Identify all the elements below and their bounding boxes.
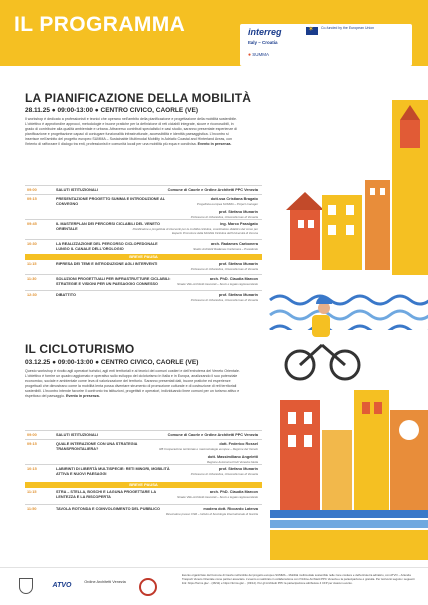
- agenda-row: [25, 290, 262, 304]
- row-title: LA REALIZZAZIONE DEL PERCORSO CICLOPEDONALE LUNGO IL CANALE DELL'OROLOGIO: [56, 242, 158, 251]
- agenda-row: [25, 185, 262, 194]
- row-time: 09:00: [27, 433, 37, 437]
- row-affiliation: Professore di Urbanistica, Università Iuav di Venezia: [190, 267, 258, 271]
- row-time: 11:50: [27, 507, 37, 511]
- header-bar: [0, 0, 428, 66]
- row-speaker: arch. Radames Carbonera: [210, 242, 258, 246]
- row-time: 10:15: [27, 467, 37, 471]
- section1-intro: [25, 117, 240, 148]
- row-time: 09:45: [27, 222, 37, 226]
- row-time: 11:30: [27, 277, 37, 281]
- row-speaker: prof. Stefano Munarin: [218, 293, 258, 297]
- row-time: 10:30: [27, 242, 37, 246]
- section2-date: 03.12.25: [25, 359, 51, 366]
- row-title: STRA – STELLA, BOSCHI E LAGUNA PROGETTARE LA LENTEZZA E LA RISCOPERTA: [56, 490, 156, 499]
- agenda-row: [25, 260, 262, 274]
- row-speaker: Comune di Caorle e Ordine Architetti PPC Venezia: [167, 433, 258, 437]
- row-speaker: prof. Stefano Munarin: [218, 467, 258, 471]
- row-affiliation: Professore di Urbanistica, Università Iuav di Venezia: [190, 215, 258, 219]
- section1-title: LA PIANIFICAZIONE DELLA MOBILITÀ: [25, 91, 252, 105]
- row-speaker: arch. PhD. Claudia Marcon: [209, 277, 258, 281]
- agenda-row: [25, 274, 262, 290]
- cyclist-illustration: [260, 296, 428, 379]
- section1-time: 09:00-13:00: [57, 107, 93, 114]
- architetti-logo: Ordine Architetti Venezia: [84, 580, 126, 584]
- eu-cofunded-text: Co-funded by the European Union: [321, 26, 375, 30]
- agenda-row: [25, 464, 262, 482]
- clock-icon: ●: [52, 359, 57, 366]
- break-bar: BREVE PAUSA: [25, 482, 262, 488]
- section1-intro-bold: Evento in presenza.: [197, 142, 232, 147]
- row-time: 11:15: [27, 490, 37, 494]
- section1-place: CENTRO CIVICO, CAORLE (VE): [100, 107, 199, 114]
- row-title: SOLUZIONI PROGETTUALI PER INFRASTRUTTURE CICLABILI: STRATEGIE E VISIONI PER UN PAESAGGIO CONNESSO: [56, 277, 171, 286]
- agenda-row: [25, 239, 262, 254]
- summa-logo: ● SUMMA: [248, 52, 270, 58]
- row-title: IL MASTERPLAN DEI PERCORSI CICLABILI DEL VENETO ORIENTALE: [56, 222, 161, 231]
- section2-intro-bold: Evento in presenza.: [65, 394, 100, 399]
- agenda-row: [25, 504, 262, 520]
- row-time: 11:15: [27, 262, 37, 266]
- water-waves-illustration: [270, 296, 428, 334]
- crest-icon: [19, 578, 33, 594]
- break-bar: BREVE PAUSA: [25, 254, 262, 260]
- row-time: 09:15: [27, 442, 37, 446]
- row-affiliation: Pianificatore e progettista di interventi per la mobilità ciclistica, coordinatore didattico del corso per Esperto Promotore della Mobilità Ciclistica dell'Università di Verona: [132, 227, 258, 235]
- row-affiliation: Ricercatore presso CSR – Istituto di Sociologia Internazionale di Gorizia: [165, 512, 258, 516]
- row-title: SALUTI ISTITUZIONALI: [56, 188, 98, 192]
- row-time: 12:30: [27, 293, 37, 297]
- agenda-row: [25, 208, 262, 219]
- row-affiliation: Professore di Urbanistica, Università Iuav di Venezia: [190, 298, 258, 302]
- clock-icon: ●: [51, 107, 56, 114]
- caorle-logo: [12, 578, 40, 594]
- row-title: LABIRINTI DI LIBERTÀ MULTISPECIE: RETI MINORI, MOBILITÀ ATTIVA E NUOVI PAESAGGI: [56, 467, 170, 476]
- pin-icon: ●: [95, 359, 100, 366]
- row-affiliation: Regione Autonoma Friuli Venezia Giulia: [206, 460, 258, 464]
- interreg-logo: interreg: [248, 27, 282, 37]
- row-speaker: ing. Marco Passigato: [220, 222, 258, 226]
- section2-agenda: [25, 430, 262, 520]
- row-title: QUALE INTERAZIONE CON UNA STRATEGIA TRANSFRONTALIERA?: [56, 442, 138, 451]
- row-speaker: dott.ssa Cristiana Bragato: [210, 197, 258, 201]
- agenda-row: [25, 194, 262, 208]
- row-time: 09:00: [27, 188, 37, 192]
- row-title: RIPRESA DEI TEMI E INTRODUZIONE AGLI INTERVENTI: [56, 262, 158, 266]
- agenda-row: [25, 453, 262, 464]
- agenda-row: [25, 430, 262, 439]
- iuav-logo: [136, 578, 160, 596]
- row-affiliation: Studio Architetti Radames Carbonera – Presidente: [193, 247, 258, 251]
- footer-logos: [12, 578, 172, 600]
- eu-flag-icon: [306, 27, 318, 35]
- page-title: IL PROGRAMMA: [14, 13, 186, 36]
- program-name: Italy – Croatia: [248, 40, 278, 45]
- houses-top-illustration: [286, 100, 428, 275]
- agenda-row: [25, 488, 262, 504]
- row-speaker: dott. Federico Rossel: [219, 442, 258, 446]
- section1-intro-text: Il workshop è dedicato a professionisti e tecnici che operano nell'ambito della pianificazione e progettazione della mobilità sostenibile. L'obiettivo è approfondire approcci, metodologie e buone pratiche per la definizione di reti ciclabili integrate, sicure e riconoscibili, in grado di contribuire alla qualità ambientale e urbana. Attraverso contributi specialistici e casi studio, saranno presentate esperienze di pianificazione e progettazione capaci di coniugare funzionalità infrastrutturale, accessibilità e identità paesaggistica. L'incontro si inserisce nell'ambito del progetto europeo SUMMA – Sustainable Multimodal Mobility in Adriatic Coastal and Hinterland Areas, con l'intento di rafforzare il dialogo tra enti, professionisti e comunità locali per una mobilità più equa e condivisa.: [25, 117, 238, 147]
- footer: [0, 567, 428, 605]
- section2-time: 09:00-13:00: [57, 359, 94, 366]
- section2-intro-text: Questo workshop è rivolto agli operatori turistici, agli enti territoriali e ai tecnici dei comuni costieri e dell'entroterra del Veneto Orientale. L'obiettivo è fornire un quadro aggiornato e operativo sullo sviluppo del cicloturismo in Italia e in Europa, analizzando il suo potenziale economico, sociale e ambientale come leva di valorizzazione del territorio. Saranno presentati dati, buone pratiche ed esperienze progettuali che dimostrano come la mobilità lenta possa diventare strumento di promozione culturale e di costruzione di reti territoriali sostenibili. L'incontro intende favorire il confronto tra istituzioni, progettisti e operatori, individuando linee comuni per un turismo attivo e rispettoso del paesaggio.: [25, 369, 240, 399]
- houses-bottom-illustration: [270, 390, 428, 560]
- section1-agenda: [25, 185, 262, 304]
- atvo-logo: ATVO: [52, 582, 72, 589]
- row-speaker: prof. Stefano Munarin: [218, 210, 258, 214]
- row-title: PRESENTAZIONE PROGETTO SUMMA E INTRODUZIONE AL CONVEGNO: [56, 197, 165, 206]
- row-speaker: modera dott. Riccardo Laterza: [203, 507, 258, 511]
- row-affiliation: Strade Ville-Architetti Associati – Socio e legale rappresentante: [177, 282, 258, 286]
- section2-place: CENTRO CIVICO, CAORLE (VE): [100, 359, 199, 366]
- section2-datetime: [25, 359, 198, 366]
- seal-icon: [139, 578, 157, 596]
- section1-date: 28.11.25: [25, 107, 50, 114]
- section1-datetime: [25, 107, 198, 114]
- row-affiliation: RB Cooperazione territoriale e macrostrategie europee – Regione del Veneto: [159, 447, 258, 451]
- row-title: SALUTI ISTITUZIONALI: [56, 433, 98, 437]
- section2-title: IL CICLOTURISMO: [25, 342, 135, 356]
- row-time: 09:15: [27, 197, 37, 201]
- row-speaker: arch. PhD. Claudia Marcon: [209, 490, 258, 494]
- city-illustration: [250, 100, 428, 570]
- summa-logo-text: SUMMA: [252, 52, 270, 57]
- row-speaker: prof. Stefano Munarin: [218, 262, 258, 266]
- row-title: TAVOLA ROTONDA E COINVOLGIMENTO DEL PUBBLICO: [56, 507, 160, 511]
- row-title: DIBATTITO: [56, 293, 76, 297]
- interreg-logo-box: [240, 24, 412, 66]
- pin-icon: ●: [94, 107, 99, 114]
- row-affiliation: Progettista europea SUMMA – Project manager: [196, 202, 258, 206]
- footer-note: Evento organizzato dal Comune di Caorle nell'ambito del progetto europeo SUMMA – Mobilità multimodale sostenibile nelle zone costiere e dell'entroterra adriatico, con ATVO – Azienda Trasporti Veneto Orientale come partner associato. L'evento è realizzato in collaborazione con l'Ordine Architetti PPC Venezia e la partecipazione è gratuita. Per iscriversi seguire i seguenti link: https://forms.gle/... (28/11) e https://forms.gle/... (03/12). Per gli Architetti PPC la partecipazione attribuisce 4 CFP per ciascun evento.: [182, 573, 415, 585]
- row-speaker: Comune di Caorle e Ordine Architetti PPC Venezia: [167, 188, 258, 192]
- row-affiliation: Professore di Urbanistica, Università Iuav di Venezia: [190, 472, 258, 476]
- agenda-row: [25, 439, 262, 453]
- row-affiliation: Strade Ville-Architetti Associati – Socio e legale rappresentante: [177, 495, 258, 499]
- row-speaker: dott. Massimiliano Angeletti: [207, 455, 258, 459]
- agenda-row: [25, 219, 262, 239]
- section2-intro: [25, 369, 240, 400]
